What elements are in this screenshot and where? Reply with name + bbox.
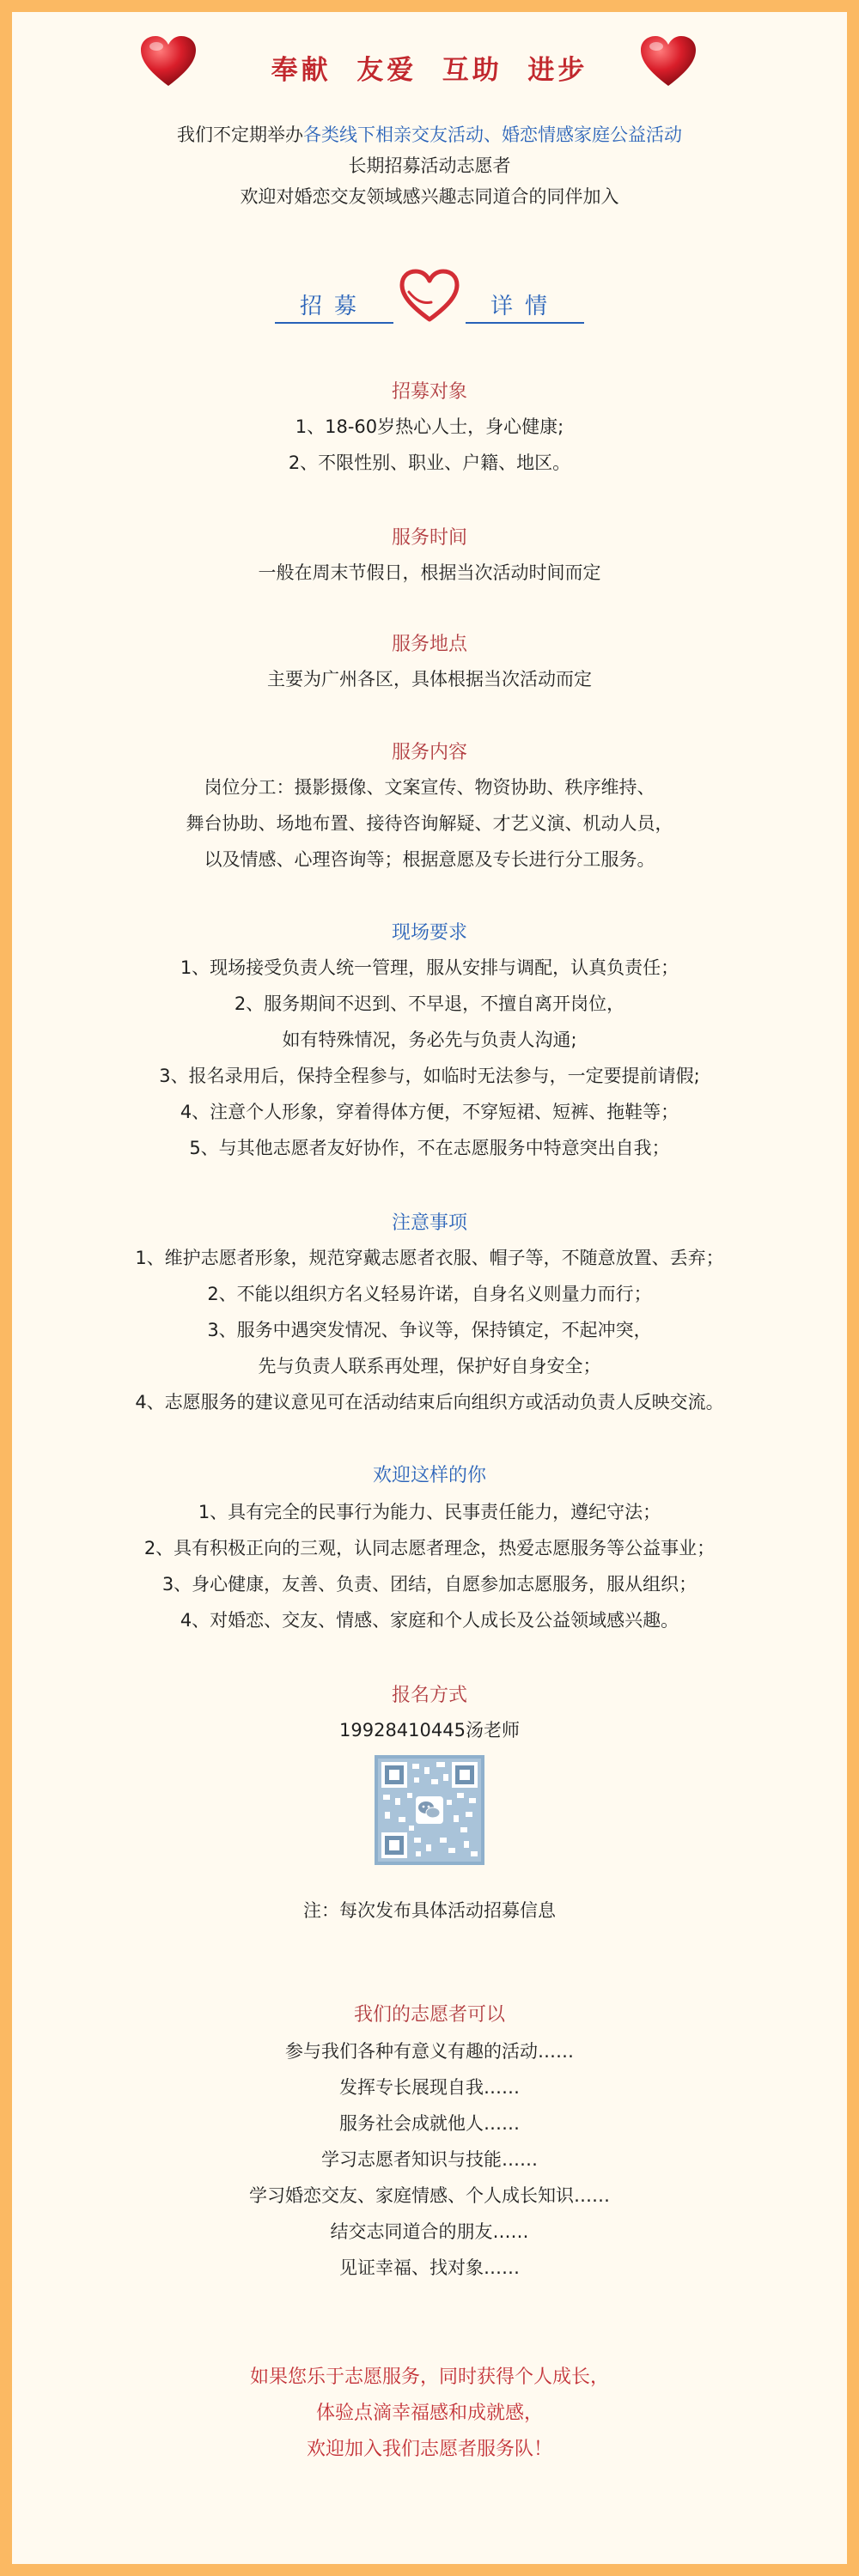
intro-line-3: 欢迎对婚恋交友领域感兴趣志同道合的同伴加入 — [240, 186, 619, 207]
welcome-line-2: 2、具有积极正向的三观，认同志愿者理念，热爱志愿服务等公益事业； — [143, 1538, 716, 1558]
onsite-line-4: 3、报名录用后，保持全程参与，如临时无法参与，一定要提前请假; — [159, 1066, 700, 1086]
intro-prefix: 我们不定期举办 — [177, 125, 303, 145]
onsite-line-3: 如有特殊情况，务必先与负责人沟通; — [282, 1030, 577, 1050]
gain-line-1: 参与我们各种有意义有趣的活动…… — [285, 2041, 574, 2062]
content-line-3: 以及情感、心理咨询等；根据意愿及专长进行分工服务。 — [204, 849, 655, 870]
notes-line-5: 4、志愿服务的建议意见可在活动结束后向组织方或活动负责人反映交流。 — [135, 1392, 724, 1413]
welcome-line-3: 3、身心健康，友善、负责、团结，自愿参加志愿服务，服从组织； — [161, 1574, 698, 1595]
poster — [12, 12, 847, 2564]
signup-contact: 19928410445汤老师 — [339, 1720, 520, 1741]
onsite-line-2: 2、服务期间不迟到、不早退，不擅自离开岗位， — [234, 993, 625, 1014]
gain-line-7: 见证幸福、找对象…… — [339, 2257, 520, 2278]
gain-line-6: 结交志同道合的朋友…… — [330, 2221, 529, 2242]
onsite-line-5: 4、注意个人形象，穿着得体方便，不穿短裙、短裤、拖鞋等； — [180, 1102, 679, 1122]
closing-line-3: 欢迎加入我们志愿者服务队！ — [306, 2439, 552, 2460]
content-line-2: 舞台协助、场地布置、接待咨询解疑、才艺义演、机动人员， — [186, 813, 673, 834]
notes-line-1: 1、维护志愿者形象，规范穿戴志愿者衣服、帽子等，不随意放置、丢弃； — [135, 1248, 724, 1268]
gain-line-2: 发挥专长展现自我…… — [339, 2077, 520, 2098]
wechat-qr-code — [375, 1755, 484, 1865]
section-title-target: 招募对象 — [391, 381, 467, 403]
place-line-1: 主要为广州各区，具体根据当次活动而定 — [267, 669, 592, 690]
closing-line-1: 如果您乐于志愿服务，同时获得个人成长， — [249, 2366, 609, 2388]
gain-line-3: 服务社会成就他人…… — [339, 2113, 520, 2134]
intro-line-2: 长期招募活动志愿者 — [348, 155, 511, 176]
notes-line-4: 先与负责人联系再处理，保护好自身安全； — [258, 1356, 601, 1376]
welcome-line-1: 1、具有完全的民事行为能力、民事责任能力，遵纪守法； — [198, 1502, 661, 1522]
recruit-header-right: 详情 — [466, 289, 584, 324]
time-line-1: 一般在周末节假日，根据当次活动时间而定 — [258, 562, 601, 583]
section-title-welcome: 欢迎这样的你 — [372, 1465, 486, 1486]
intro-line-1 — [12, 122, 847, 148]
section-title-onsite: 现场要求 — [391, 922, 467, 944]
section-title-time: 服务时间 — [391, 527, 467, 549]
section-title-place: 服务地点 — [391, 634, 467, 655]
section-title-content: 服务内容 — [391, 742, 467, 763]
onsite-line-6: 5、与其他志愿者友好协作，不在志愿服务中特意突出自我； — [189, 1138, 670, 1158]
gain-line-5: 学习婚恋交友、家庭情感、个人成长知识…… — [249, 2185, 610, 2206]
outline-heart-icon — [397, 266, 462, 326]
welcome-line-4: 4、对婚恋、交友、情感、家庭和个人成长及公益领域感兴趣。 — [180, 1610, 679, 1631]
section-title-gain: 我们的志愿者可以 — [353, 2004, 505, 2026]
section-title-signup: 报名方式 — [391, 1685, 467, 1706]
content-line-1: 岗位分工：摄影摄像、文案宣传、物资协助、秩序维持、 — [204, 777, 655, 798]
banner-slogan: 奉献 友爱 互助 进步 — [271, 55, 588, 86]
recruit-header-left: 招募 — [275, 289, 393, 324]
notes-line-2: 2、不能以组织方名义轻易许诺，自身名义则量力而行； — [207, 1284, 652, 1304]
signup-note: 注：每次发布具体活动招募信息 — [303, 1900, 556, 1921]
closing-line-2: 体验点滴幸福感和成就感， — [315, 2403, 543, 2424]
target-line-1: 1、18-60岁热心人士，身心健康; — [295, 416, 564, 437]
target-line-2: 2、不限性别、职业、户籍、地区。 — [288, 453, 571, 473]
section-title-notes: 注意事项 — [391, 1212, 467, 1234]
intro-highlight: 各类线下相亲交友活动、婚恋情感家庭公益活动 — [303, 125, 682, 145]
gain-line-4: 学习志愿者知识与技能…… — [321, 2149, 538, 2170]
onsite-line-1: 1、现场接受负责人统一管理，服从安排与调配，认真负责任； — [180, 957, 679, 978]
notes-line-3: 3、服务中遇突发情况、争议等，保持镇定，不起冲突， — [207, 1320, 652, 1340]
